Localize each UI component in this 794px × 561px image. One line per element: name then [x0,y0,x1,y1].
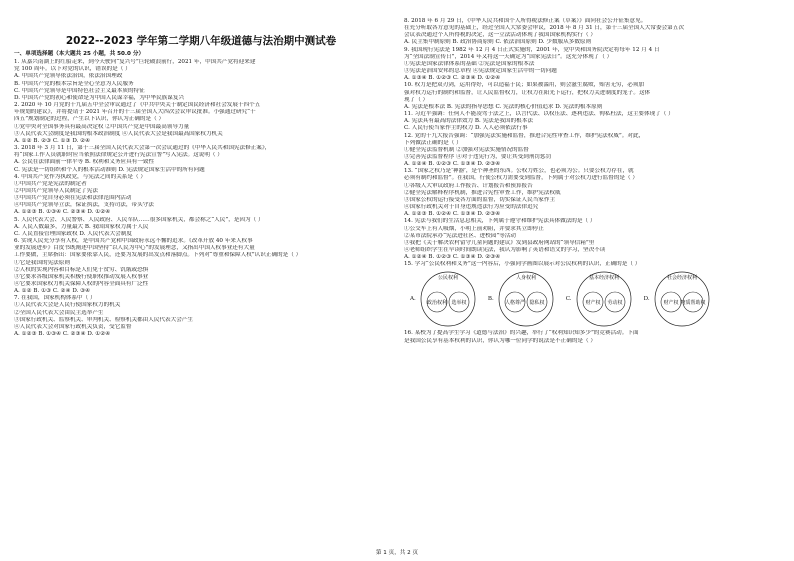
text-line: 11. 习近平强调：任何人不能凌驾于法之上，以言代法、以权压法、逐利违法、徇私枉法，这主要体现了（ ） [404,111,674,118]
text-line: 在充分听取各方意见的基础上，经过全国人大常委会审议，2018 年 8 月 31 日，第十三届全国人大常委会第五次 [404,25,684,32]
left-question-text [14,59,388,338]
diagram-option [566,270,634,328]
text-line: 14. 宪法与我们的生活息息相关，下列属于遵守和维护宪法具体做法的是（ ） [404,218,596,225]
text-line: ③宪法是治国安邦的总章程 ④宪法规定国家生活中的一切问题 [404,68,557,75]
text-line: ①健全宪法监督机制 ②加强对宪法实施情况的监督 [404,146,529,153]
inner-circle-label: 选举权 [451,300,467,307]
text-line: ②全国人民代表大会由民主选举产生 [14,309,104,316]
text-line: 8. 2018 年 6 月 29 日，《中华人民共和国个人所得税法修正案（草案）》面向社会公开征集意见。 [404,18,647,24]
inner-circle-label: 财产权 [585,300,601,307]
right-question-text [404,18,780,268]
text-line: ①党中央对全国事务具有最高决定权 ②中国共产党是中国最高领导力量 [14,123,190,130]
text-line: 现了（ ） [404,96,429,103]
text-line: ④老师组织学生在早读时间朗读宪法，我认为影响了英语和语文的学习，坚决不读 [404,247,606,253]
nested-circles-diagram [496,270,556,328]
text-line: 为“全国法制宣传日”，2014 年又将这一天确定为“国家宪法日”。这充分体现了（ ） [404,53,613,60]
text-line: ②健全宪法解释程序机制，推进合宪性审查工作，维护宪法权威 [404,189,561,196]
text-line: 下列做法正确的是（ ） [404,139,462,146]
text-line: 党 100 周年。以下对党的认识，错误的是（ ） [14,66,131,73]
text-line: A. 民主集中制原则 B. 政治协商原则 C. 依法治国原则 D. 少数服从多数原则 [404,39,592,46]
diagram-option [488,270,556,328]
text-line: 四五”规划制定的过程，产生以下认识，你认为正确的是（ ） [14,116,165,123]
text-line: 6. 实现人民充分享有人权，是中国共产党和中国政府永远不懈的追求。《改革开放 40 年来人权事 [14,238,253,245]
text-line: 业的发展进步》白皮书既阐述中国坚持“以人民为中心”的发展理念，又指出中国人权事业还有大量 [14,245,255,252]
section-heading: 一、单项选择题（本大题共 25 小题，共 50.0 分） [14,51,145,57]
text-line: C. 人民行使当家作主的权力 D. 人人必须依法行事 [404,125,528,132]
text-line: ②中国共产党领导人民制定了宪法 [14,187,98,194]
diagram-option [410,270,478,328]
text-line: 13. “国家之权乃是‘神器’，是个神圣的东西。公权力姓公，也必须为公。只要公权力存在，就 [404,168,634,175]
diagram-option-label: C. [565,295,572,302]
right-column [404,18,780,345]
nested-circles-diagram [418,270,478,328]
text-line: A. ①②③ B. ①②④ C. ①③④ D. ②③④ [404,211,501,218]
text-line: ①它是我国的宪法原则 [14,259,70,266]
exam-title: 2022--2023 学年第二学期八年级道德与法治期中测试卷 [65,35,337,47]
text-line: ①中国共产党是宪法的制定者 [14,180,87,187]
text-line: A. ①②④ B. ①②③ C. ①③④ D. ②③④ [404,254,501,261]
diagram-option-label: B. [487,295,494,302]
right-question-text-continued [404,330,780,344]
text-line: 15. 学习“公民权利和义务”这一内容后，小强同学画图以展示对公民权利的认识，正确的是（ ） [404,261,641,268]
text-line: 9. 我国现行宪法是 1982 年 12 月 4 日正式实施的，2001 年，党中央和国务院决定将每年 12 月 4 日 [404,46,660,53]
text-line: C. 中国共产党领导是中国特色社会主义最本质的特征 [14,87,145,94]
text-line: 7. 在我国，国家机构体系中（ ） [14,295,96,302]
diagram-option-label: A. [410,295,416,302]
outer-circle-label: 人身权利 [515,275,536,282]
text-line: ③国家公权的运行接受各方面的监督，切实保证人民当家作主 [404,196,556,203]
text-line: C. 宪法是一切组织和个人的根本活动准则 D. 宪法规定国家生活中的所有问题 [14,166,205,173]
text-line: 强对权力运行的制约和监督，让人民监督权力，让权力在阳光下运行，把权力关进制度的笼子。这体 [404,89,651,96]
text-line: ③完善宪法监督程序 ④对于违宪行为，要让其受到刑罚惩罚 [404,153,552,160]
text-line: ④人民代表大会对国家行政机关负责，受它监督 [14,323,132,330]
text-line: A. ①② B. ②③ C. ①③ D. ②④ [14,137,91,144]
text-line: 2. 2020 年 10 月党的十九届五中全会审议通过了《中共中央关于制定国民经济和社会发展十四个五 [14,102,261,109]
page-footer: 第 1 页，共 2 页 [375,550,419,556]
text-line: 10. 权力是把双刃剑，运用得好，可以造福于民；如果被滥用，则会滋生腐败，贻害无穷，必须加 [404,82,645,89]
text-line: A. 公民在法律面前一律平等 B. 权利和义务应具有一致性 [14,159,155,166]
text-line: C. 人民直接管理国家政权 D. 人民代表大会制度 [14,230,132,237]
nested-circles-diagram [652,270,712,328]
outer-circle-label: 社会经济权利 [666,275,697,282]
inner-circle-label: 政治权利 [426,300,447,307]
text-line: A. ①③④ B. ①②③ C. ②③④ D. ①②④ [404,75,501,82]
text-line: 年规划的建议》，并将提请于 2021 年召开的十三届全国人大四次会议审议批准。小强通过研究“十 [14,109,256,116]
text-line: 16. 某校为了提高学生学习《道德与法治》的兴趣，举行了“权利知识知多少”的竞赛活动。下面 [404,330,639,337]
text-line: 5. 人民代表大会、人民警察、人民政府、人民军队……很多国家机关，都会称之“人民”，是因为（ ） [14,216,264,223]
text-line: 工作要做，主席指出：国家要依靠人民，还要为发展的出发点和落脚点。下列对“尊重和保障人权”认识正确的是（ ） [14,252,302,259]
q15-diagram-options [410,270,780,328]
text-line: A. ①② B. ①③ C. ②④ D. ③④ [14,288,91,295]
text-line: A. 宪法是根本法 B. 宪法的指导思想 C. 宪法的核心价值追求 D. 宪法的根本原则 [404,103,603,110]
text-line: A. 中国共产党领导依法治国，依法治国理政 [14,73,123,80]
text-line: ③我把《关于解决农村留守儿童问题的建议》发到县政府网站的“领导信箱”里 [404,239,595,246]
text-line: ④国家行政机关对于自身违规违法行为应受的法律追究 [404,204,539,211]
text-line: ③它要求各级国家机关积极行使职权推动发展人权事业 [14,273,149,280]
text-line: A. 宪法具有最高的法律效力 B. 宪法是我国的根本法 [404,118,533,125]
inner-circle-label: 劳动权 [607,300,623,307]
text-line: A. ①②③ B. ①③④ C. ②③④ D. ①②④ [14,331,111,338]
text-line: 将“国家工作人员就职时应当依照法律规定公开进行宪法宣誓”写入宪法。这说明（ ） [14,152,223,159]
outer-circle-label: 公民权利 [437,275,458,282]
text-line: ②人权的实现内容和目标是人们免于贫穷、饥饿或恐惧 [14,266,149,273]
text-line: ③中国共产党自身必须在宪法和法律范围内活动 [14,195,132,202]
nested-circles-diagram [574,270,634,328]
text-line: A. ①②④ B. ①②③ C. ①③④ D. ②③④ [404,161,501,168]
text-line: ①公交车上有人吸烟，小明上前劝阻，并要求其立即停止 [404,225,544,232]
text-line: ②某市法院承办“宪法进社区、进校园”等活动 [404,232,517,239]
text-line: 12. 党的十九大报告强调：“加强宪法实施和监督，推进合宪性审查工作，维护宪法权威”。对此， [404,132,645,139]
text-line: 4. 中国共产党作为执政党，与宪法之间的关系是（ ） [14,173,146,180]
text-line: 必须有制约和监督”。在我国，行使公权力需要受到监督，下列属于对公权力进行监督的是（ ） [404,175,638,182]
text-line: A. 人民人数最多，力量最大 B. 我国国家权力属于人民 [14,223,149,230]
text-line: ①宪法是国家法律体系的基础 ②宪法是国家的根本法 [404,60,535,67]
text-line: ③国家行政机关、监察机关、审判机关、检察机关都由人民代表大会产生 [14,316,194,323]
text-line: ①各级人大审议政府工作报告、计划报告和预算报告 [404,182,533,189]
outer-circle-label: 基本经济权利 [588,275,619,282]
text-line: D. 中国共产党的初心和使命是为中国人民谋幸福，为中华民族谋复兴 [14,94,185,101]
text-line: A. ①②③ B. ①③④ C. ②③④ D. ①②④ [14,209,111,216]
inner-circle-label: 隐私权 [529,300,545,307]
text-line: 1. 从嘉兴南湖上的红船走来，到今天驶向“复兴号”巨轮破浪前行，2021 年，中国共产党将迎来建 [14,59,256,66]
inner-circle-label: 物质帮助权 [680,300,706,307]
text-line: 3. 2018 年 3 月 11 日，第十三届全国人民代表大会第一次会议通过的《中华人民共和国宪法修正案》， [14,145,271,152]
text-line: ④它要求国家权力机关保障人权的内容全面具有广泛性 [14,281,149,287]
inner-circle-label: 财产权 [663,300,679,307]
text-line: ①人民代表大会是人民行使国家权力的机关 [14,302,121,309]
inner-circle-label: 人格尊严 [504,300,525,307]
text-line: ④中国共产党领导立法，保证执法，支持司法，带头守法 [14,202,154,209]
text-line: ③人民代表大会制度是我国的根本政治制度 ④人民代表大会是我国最高国家权力机关 [14,130,223,137]
diagram-option [644,270,712,328]
diagram-option-label: D. [643,295,650,302]
text-line: 会议表决通过个人所得税的决定，这一立法活动体现了我国国家机构实行（ ） [404,32,596,39]
text-line: B. 中国共产党的根本宗旨是全心全意为人民服务 [14,80,134,87]
left-column [14,18,388,338]
text-line: 是我国公民享有基本权利的认识，你认为哪一位同学的说法是不正确的是（ ） [404,337,596,344]
